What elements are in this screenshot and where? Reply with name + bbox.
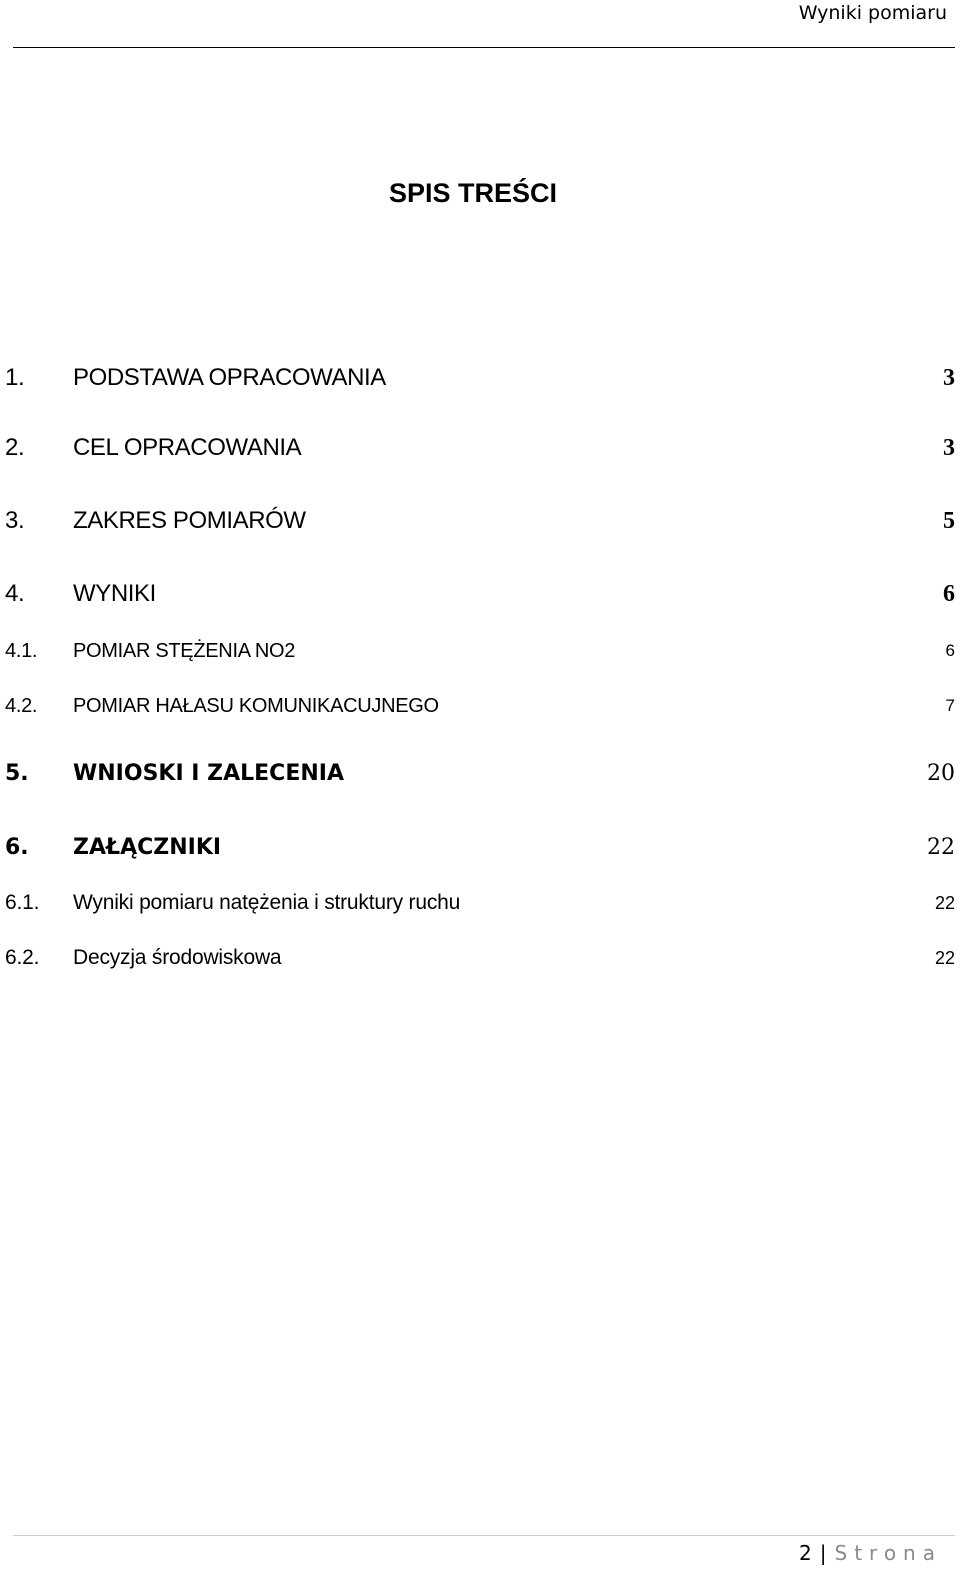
toc-entry-6[interactable] bbox=[0, 833, 955, 865]
toc-entry-6-1[interactable] bbox=[0, 890, 955, 922]
toc-entry-number: 1. bbox=[5, 364, 25, 391]
toc-entry-number: 6. bbox=[5, 835, 29, 860]
toc-entry-text: POMIAR STĘŻENIA NO2 bbox=[73, 640, 296, 662]
toc-entry-3[interactable] bbox=[0, 506, 955, 538]
page-number: 2 bbox=[799, 1541, 812, 1565]
running-header: Wyniki pomiaru bbox=[798, 2, 947, 24]
toc-entry-text: CEL OPRACOWANIA bbox=[73, 434, 302, 461]
toc-entry-4-1[interactable] bbox=[0, 638, 955, 670]
toc-entry-number: 3. bbox=[5, 507, 25, 534]
toc-entry-page: 20 bbox=[927, 761, 955, 786]
toc-entry-text: Decyzja środowiskowa bbox=[73, 946, 282, 969]
toc-entry-4-2[interactable] bbox=[0, 693, 955, 725]
toc-entry-text: WNIOSKI I ZALECENIA bbox=[73, 761, 344, 786]
toc-entry-number: 6.1. bbox=[5, 891, 40, 914]
toc-entry-text: Wyniki pomiaru natężenia i struktury ruchu bbox=[73, 891, 461, 914]
toc-title-text: SPIS TREŚCI bbox=[388, 178, 558, 208]
toc-entry-page: 22 bbox=[927, 835, 955, 860]
toc-entry-text: WYNIKI bbox=[73, 580, 156, 607]
toc-entry-5[interactable] bbox=[0, 759, 955, 791]
footer-separator: | bbox=[819, 1541, 827, 1565]
toc-title bbox=[0, 176, 960, 210]
toc-entry-text: PODSTAWA OPRACOWANIA bbox=[73, 364, 386, 391]
toc-entry-number: 4.1. bbox=[5, 640, 38, 662]
toc-entry-6-2[interactable] bbox=[0, 945, 955, 977]
toc-entry-text: ZAKRES POMIARÓW bbox=[73, 507, 306, 534]
header-divider bbox=[13, 47, 955, 48]
toc-entry-page: 6 bbox=[945, 641, 955, 660]
toc-entry-page: 22 bbox=[934, 948, 955, 968]
toc-entry-number: 4. bbox=[5, 580, 25, 607]
toc-entry-2[interactable] bbox=[0, 433, 955, 465]
toc-entry-page: 3 bbox=[943, 365, 955, 391]
toc-entry-page: 22 bbox=[934, 893, 955, 913]
toc-entry-page: 5 bbox=[943, 508, 955, 534]
toc-entry-page: 6 bbox=[943, 581, 955, 607]
page-footer bbox=[799, 1540, 942, 1566]
toc-entry-page: 7 bbox=[945, 696, 955, 715]
toc-entry-page: 3 bbox=[943, 435, 955, 461]
toc-entry-number: 6.2. bbox=[5, 946, 40, 969]
toc-entry-4[interactable] bbox=[0, 579, 955, 611]
toc-entry-text: ZAŁĄCZNIKI bbox=[73, 835, 222, 860]
page-label: Strona bbox=[834, 1541, 942, 1565]
toc-entry-number: 4.2. bbox=[5, 695, 38, 717]
toc-entry-1[interactable] bbox=[0, 363, 955, 395]
toc-entry-text: POMIAR HAŁASU KOMUNIKACUJNEGO bbox=[73, 695, 439, 717]
toc-entry-number: 5. bbox=[5, 761, 29, 786]
toc-entry-number: 2. bbox=[5, 434, 25, 461]
footer-divider bbox=[13, 1535, 955, 1536]
